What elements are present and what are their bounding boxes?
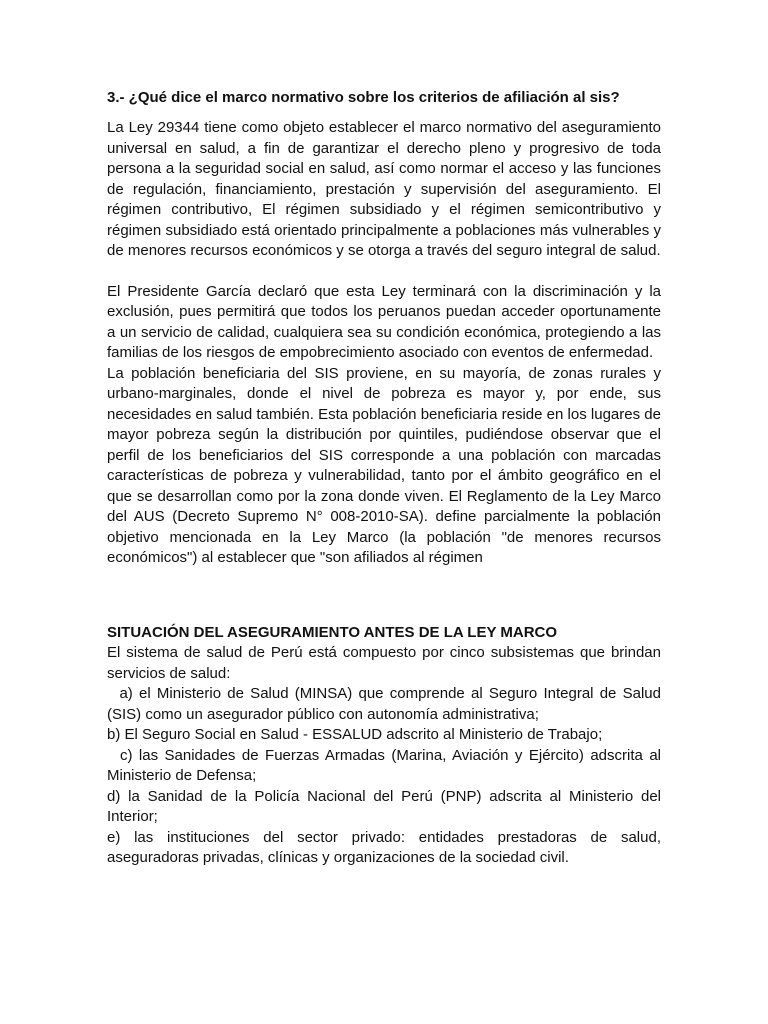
paragraph-spacer bbox=[107, 262, 661, 282]
section-title: SITUACIÓN DEL ASEGURAMIENTO ANTES DE LA LEY MARCO bbox=[107, 623, 558, 641]
list-item-fuerzas-armadas: c) las Sanidades de Fuerzas Armadas (Marina, Aviación y Ejército) adscrita al Ministerio de Defensa; bbox=[107, 746, 666, 784]
paragraph-poblacion-beneficiaria: La población beneficiaria del SIS proviene, en su mayoría, de zonas rurales y urbano-marginales, donde el nivel de pobreza es mayor y, por ende, sus necesidades en salud también. Esta población beneficiaria reside en los lugares de mayor pobreza según la distribución por quintiles, pudiéndose observar que el perfil de los beneficiarios del SIS corresponde a una población con marcadas características de pobreza y vulnerabilidad, tanto por el ámbito geográfico en el que se desarrollan como por la zona donde viven. El Reglamento de la Ley Marco del AUS (Decreto Supremo N° 008-2010-SA). define parcialmente la población objetivo mencionada en la Ley Marco (la población "de menores recursos económicos") al establecer que "son afiliados al régimen bbox=[107, 364, 661, 566]
paragraph-ley-29344: La Ley 29344 tiene como objeto establecer el marco normativo del aseguramiento universal en salud, a fin de garantizar el derecho pleno y progresivo de toda persona a la seguridad social en salud, así como normar el acceso y las funciones de regulación, financiamiento, prestación y supervisión del aseguramiento. El régimen contributivo, El régimen subsidiado y el régimen semicontributivo y régimen subsidiado está orientado principalmente a poblaciones más vulnerables y de menores recursos económicos y se otorga a través del seguro integral de salud. bbox=[107, 119, 661, 259]
section-intro: El sistema de salud de Perú está compuesto por cinco subsistemas que brindan servicios de salud: bbox=[107, 644, 661, 682]
list-item-minsa: a) el Ministerio de Salud (MINSA) que comprende al Seguro Integral de Salud (SIS) como un asegurador público con autonomía administrativa; bbox=[107, 685, 666, 723]
list-item-sector-privado: e) las instituciones del sector privado: entidades prestadoras de salud, aseguradoras privadas, clínicas y organizaciones de la sociedad civil. bbox=[107, 828, 666, 866]
list-item-essalud: b) El Seguro Social en Salud - ESSALUD adscrito al Ministerio de Trabajo; bbox=[107, 726, 603, 743]
document-page bbox=[107, 88, 666, 869]
question-heading: 3.- ¿Qué dice el marco normativo sobre los criterios de afiliación al sis? bbox=[107, 89, 620, 106]
section-spacer bbox=[107, 569, 661, 623]
paragraph-presidente-garcia: El Presidente García declaró que esta Ley terminará con la discriminación y la exclusión, pues permitirá que todos los peruanos puedan acceder oportunamente a un servicio de calidad, cualquiera sea su condición económica, protegiendo a las familias de los riesgos de empobrecimiento asociado con eventos de enfermedad. bbox=[107, 282, 661, 361]
list-item-pnp: d) la Sanidad de la Policía Nacional del Perú (PNP) adscrita al Ministerio del Interior; bbox=[107, 787, 666, 825]
